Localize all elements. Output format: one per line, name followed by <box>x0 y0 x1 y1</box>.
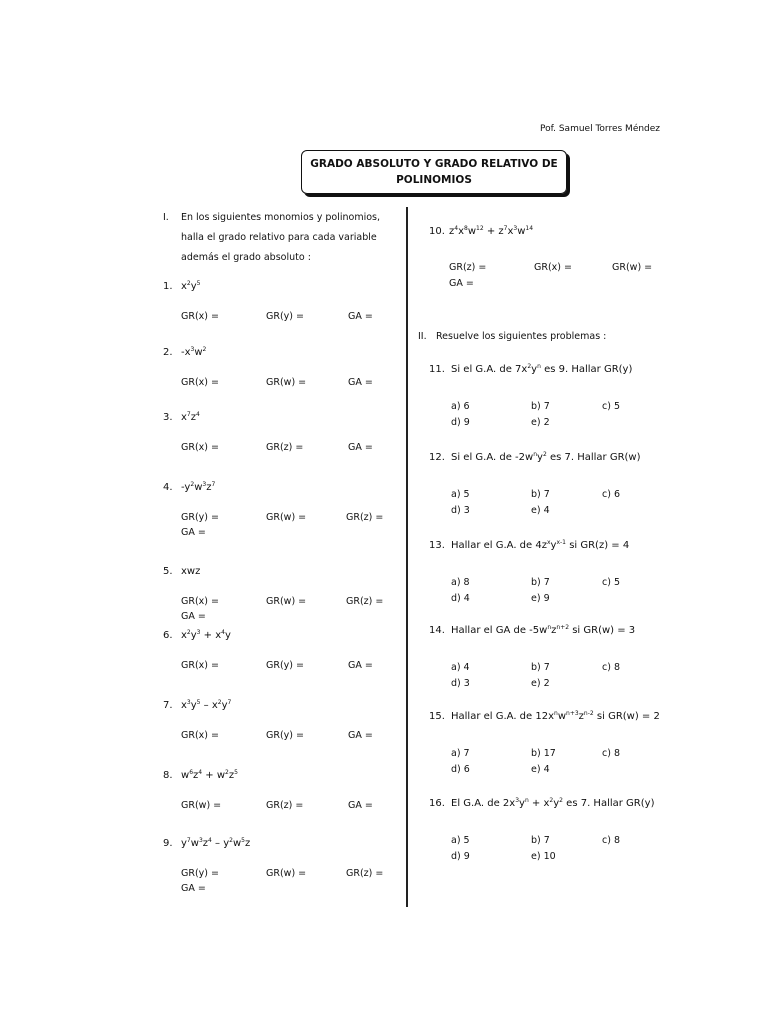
exercise-field: GR(x) = <box>181 596 219 607</box>
title-line-1: GRADO ABSOLUTO Y GRADO RELATIVO DE <box>310 158 558 170</box>
exercise-field: GR(x) = <box>181 730 219 741</box>
section-2-numeral: II. <box>418 331 427 342</box>
exercise-field: GR(z) = <box>346 868 384 879</box>
exercise-field: GR(y) = <box>266 311 304 322</box>
column-divider <box>406 207 408 907</box>
answer-option: e) 2 <box>531 417 550 428</box>
answer-option: b) 7 <box>531 401 550 412</box>
answer-option: d) 4 <box>451 593 470 604</box>
exercise-number: 2. <box>163 347 173 358</box>
answer-option: c) 6 <box>602 489 620 500</box>
exercise-field: GR(z) = <box>449 262 487 273</box>
exercise-field: GA = <box>348 311 373 322</box>
exercise-field: GR(x) = <box>534 262 572 273</box>
problem-statement: El G.A. de $2x^3y^n + x^2y^2$ es 7. Hallar GR(y) <box>451 797 655 809</box>
exercise-field: GA = <box>348 730 373 741</box>
exercise-field: GA = <box>348 660 373 671</box>
exercise-number: 5. <box>163 566 173 577</box>
section-1-intro <box>163 208 380 268</box>
section-1-line <box>163 208 380 228</box>
exercise-number: 7. <box>163 700 173 711</box>
exercise-field: GR(z) = <box>266 800 304 811</box>
answer-option: e) 4 <box>531 764 550 775</box>
exercise-field: GA = <box>348 442 373 453</box>
problem-number: 11. <box>429 364 445 375</box>
answer-option: e) 4 <box>531 505 550 516</box>
answer-option: a) 5 <box>451 835 470 846</box>
exercise-field: GR(x) = <box>181 442 219 453</box>
answer-option: e) 10 <box>531 851 556 862</box>
answer-option: a) 8 <box>451 577 470 588</box>
exercise-field: GR(w) = <box>266 868 307 879</box>
exercise-expression: $z^4x^8w^{12} + z^7x^3w^{14}$ <box>449 225 534 237</box>
section-1-line: además el grado absoluto : <box>181 252 311 263</box>
problem-number: 15. <box>429 711 445 722</box>
answer-option: d) 3 <box>451 505 470 516</box>
title-box <box>301 150 567 194</box>
exercise-ga-field: GA = <box>449 278 474 289</box>
exercise-number: 8. <box>163 770 173 781</box>
answer-option: d) 6 <box>451 764 470 775</box>
answer-option: a) 6 <box>451 401 470 412</box>
answer-option: e) 2 <box>531 678 550 689</box>
exercise-field: GR(y) = <box>181 512 219 523</box>
answer-option: c) 5 <box>602 401 620 412</box>
exercise-field: GR(y) = <box>266 660 304 671</box>
answer-option: d) 9 <box>451 851 470 862</box>
answer-option: b) 7 <box>531 662 550 673</box>
answer-option: d) 9 <box>451 417 470 428</box>
section-1-line: halla el grado relativo para cada variable <box>181 232 377 243</box>
exercise-expression: $-x^3w^2$ <box>181 346 207 358</box>
exercise-number: 9. <box>163 838 173 849</box>
exercise-field: GR(z) = <box>266 442 304 453</box>
exercise-expression: $x^2y^3 + x^4y$ <box>181 629 231 641</box>
problem-number: 14. <box>429 625 445 636</box>
exercise-field: GR(z) = <box>346 596 384 607</box>
exercise-number: 10. <box>429 226 445 237</box>
exercise-field: GR(w) = <box>181 800 222 811</box>
exercise-expression: $x^2y^5$ <box>181 280 201 292</box>
answer-option: a) 4 <box>451 662 470 673</box>
answer-option: e) 9 <box>531 593 550 604</box>
answer-option: b) 7 <box>531 577 550 588</box>
answer-option: c) 5 <box>602 577 620 588</box>
exercise-field: GR(w) = <box>266 377 307 388</box>
problem-number: 13. <box>429 540 445 551</box>
exercise-field: GR(y) = <box>181 868 219 879</box>
exercise-number: 4. <box>163 482 173 493</box>
section-2-text: Resuelve los siguientes problemas : <box>436 331 607 342</box>
exercise-field: GR(x) = <box>181 377 219 388</box>
exercise-expression: xwz <box>181 566 201 577</box>
author-name: Pof. Samuel Torres Méndez <box>540 124 661 134</box>
exercise-field: GR(x) = <box>181 311 219 322</box>
answer-option: b) 17 <box>531 748 556 759</box>
exercise-field: GR(w) = <box>266 596 307 607</box>
exercise-field: GR(z) = <box>346 512 384 523</box>
exercise-field: GR(w) = <box>266 512 307 523</box>
problem-statement: Si el G.A. de $-2w^ny^2$ es 7. Hallar GR(w) <box>451 451 641 463</box>
exercise-field: GR(w) = <box>612 262 653 273</box>
answer-option: a) 5 <box>451 489 470 500</box>
problem-statement: Si el G.A. de $7x^2y^n$ es 9. Hallar GR(y) <box>451 363 633 375</box>
exercise-ga-field: GA = <box>181 527 206 538</box>
section-1-text: En los siguientes monomios y polinomios, <box>181 212 380 223</box>
problem-statement: Hallar el G.A. de $12x^nw^{n+3}z^{n-2}$ si GR(w) = 2 <box>451 710 660 722</box>
answer-option: a) 7 <box>451 748 470 759</box>
exercise-number: 3. <box>163 412 173 423</box>
answer-option: c) 8 <box>602 748 620 759</box>
section-1-numeral: I. <box>163 212 169 223</box>
exercise-expression: $y^7w^3z^4 - y^2w^5z$ <box>181 837 251 849</box>
exercise-expression: $x^7z^4$ <box>181 411 200 423</box>
answer-option: b) 7 <box>531 835 550 846</box>
problem-number: 16. <box>429 798 445 809</box>
exercise-number: 1. <box>163 281 173 292</box>
exercise-field: GR(x) = <box>181 660 219 671</box>
exercise-number: 6. <box>163 630 173 641</box>
exercise-expression: $w^6z^4 + w^2z^5$ <box>181 769 238 781</box>
title-line-2: POLINOMIOS <box>396 174 472 186</box>
answer-option: c) 8 <box>602 662 620 673</box>
problem-statement: Hallar el GA de $-5w^nz^{n+2}$ si GR(w) = 3 <box>451 624 636 636</box>
answer-option: b) 7 <box>531 489 550 500</box>
exercise-ga-field: GA = <box>181 883 206 894</box>
exercise-field: GR(y) = <box>266 730 304 741</box>
answer-option: d) 3 <box>451 678 470 689</box>
exercise-expression: $x^3y^5 - x^2y^7$ <box>181 699 232 711</box>
exercise-field: GA = <box>348 800 373 811</box>
exercise-field: GA = <box>348 377 373 388</box>
problem-number: 12. <box>429 452 445 463</box>
exercise-expression: $-y^2w^3z^7$ <box>181 481 216 493</box>
answer-option: c) 8 <box>602 835 620 846</box>
problem-statement: Hallar el G.A. de $4z^xy^{x-1}$ si GR(z) = 4 <box>451 539 630 551</box>
section-2-heading <box>418 331 606 342</box>
exercise-ga-field: GA = <box>181 611 206 622</box>
